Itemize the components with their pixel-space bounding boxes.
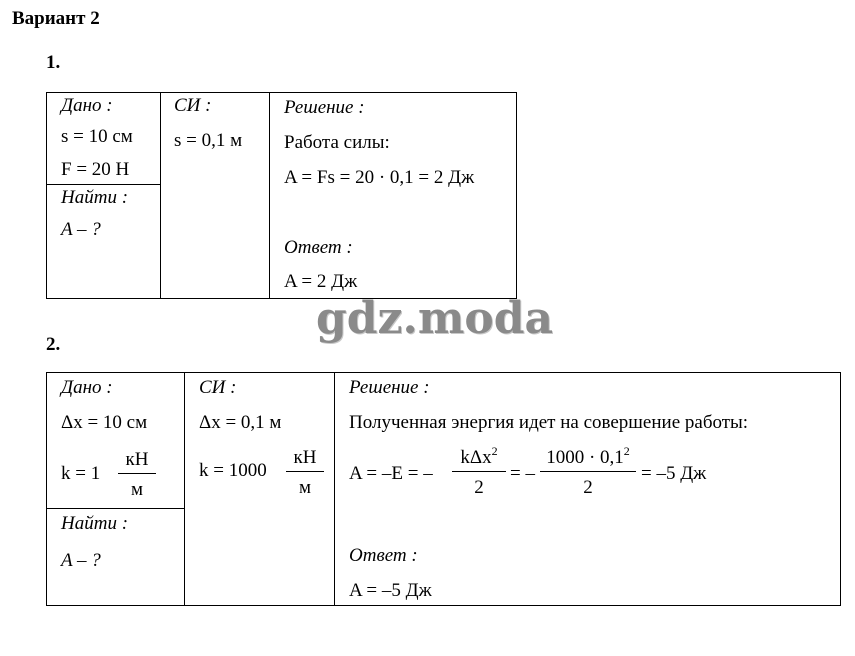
given-s: s = 10 см xyxy=(61,126,133,147)
answer-label: Ответ : xyxy=(284,237,353,258)
formula-fraction-2: $1000 \cdot 0,1^2$ 2 xyxy=(540,448,636,497)
given-label: Дано : xyxy=(61,377,113,398)
find-label: Найти : xyxy=(61,513,129,534)
find-value: A – ? xyxy=(61,219,101,240)
given-dx: Δx = 10 см xyxy=(61,412,148,433)
solution-line-2: A = Fs = 20 · 0,1 = 2 Дж xyxy=(284,167,475,188)
solution-label: Решение : xyxy=(349,377,430,398)
find-label: Найти : xyxy=(61,187,129,208)
solution-label: Решение : xyxy=(284,97,365,118)
problem-1-number: 1. xyxy=(46,52,61,73)
given-label: Дано : xyxy=(61,95,113,116)
find-value: A – ? xyxy=(61,550,101,571)
si-label: СИ : xyxy=(199,377,237,398)
given-k: k = 1 xyxy=(61,463,101,484)
watermark-logo: gdz.moda xyxy=(316,293,554,344)
formula-start: A = –E = – xyxy=(349,463,433,484)
si-s: s = 0,1 м xyxy=(174,130,243,151)
given-f: F = 20 Н xyxy=(61,159,130,180)
page-title: Вариант 2 xyxy=(12,8,100,29)
given-k-unit: кН м xyxy=(118,450,156,499)
formula-mid: = – xyxy=(510,463,535,484)
answer-value: A = –5 Дж xyxy=(349,580,432,601)
formula-fraction-1: kΔx$^2$ 2 xyxy=(452,448,506,497)
formula-end: = –5 Дж xyxy=(641,463,707,484)
answer-label: Ответ : xyxy=(349,545,418,566)
answer-value: A = 2 Дж xyxy=(284,271,358,292)
si-dx: Δx = 0,1 м xyxy=(199,412,282,433)
solution-line-1: Работа силы: xyxy=(284,132,390,153)
problem-2-number: 2. xyxy=(46,334,61,355)
si-k: k = 1000 xyxy=(199,460,267,481)
solution-text: Полученная энергия идет на совершение работы: xyxy=(349,412,749,433)
si-label: СИ : xyxy=(174,95,212,116)
si-k-unit: кН м xyxy=(286,448,324,497)
